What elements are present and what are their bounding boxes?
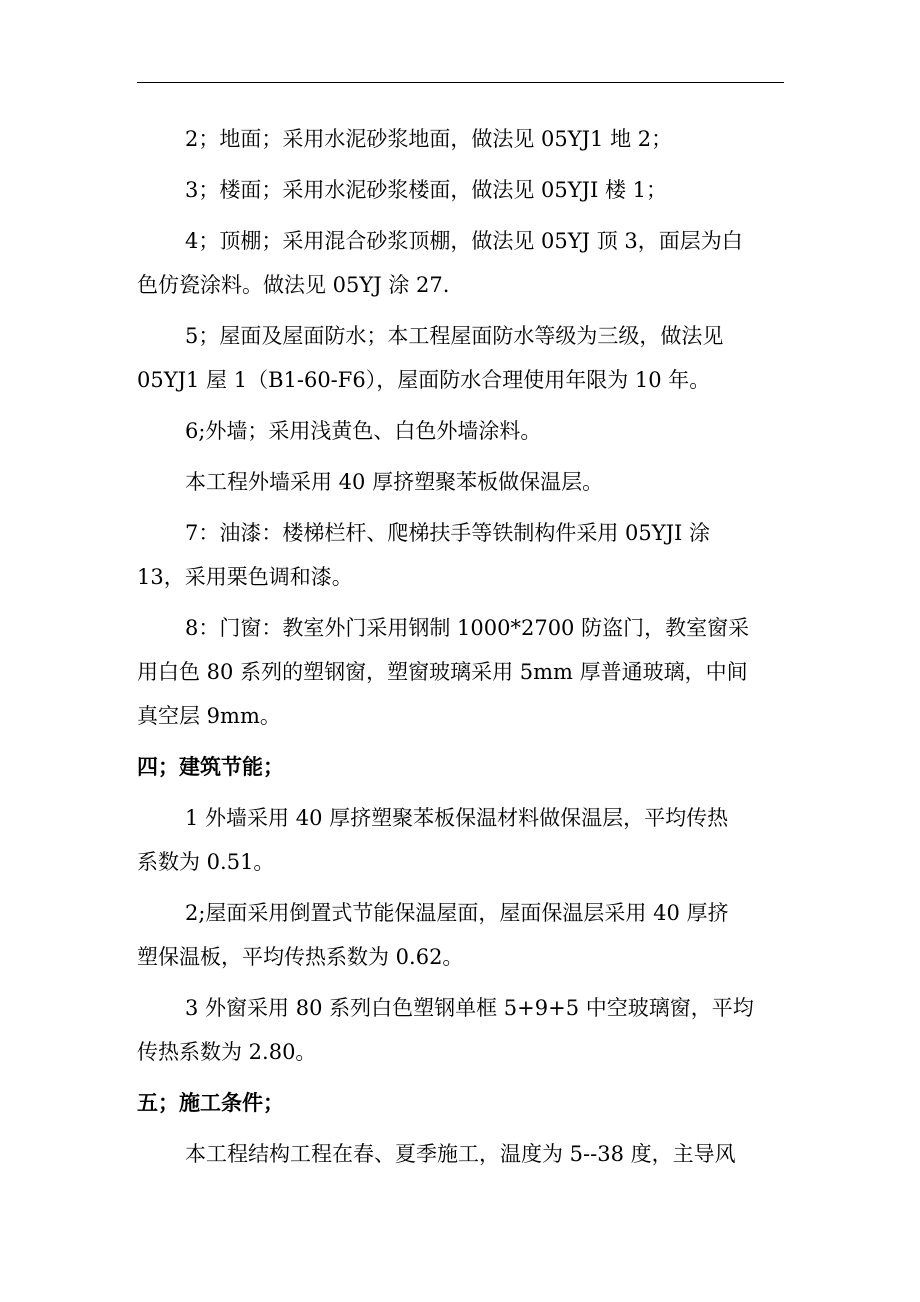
paragraph-doors-windows [137, 606, 784, 738]
text-line: 4；顶棚；采用混合砂浆顶棚，做法见 05YJ 顶 3，面层为白 [185, 229, 743, 253]
text-line: 本工程结构工程在春、夏季施工，温度为 5--38 度，主导风 [185, 1142, 736, 1166]
paragraph-floor [137, 117, 784, 161]
text-line: 6;外墙；采用浅黄色、白色外墙涂料。 [185, 419, 542, 443]
paragraph-roof-waterproofing [137, 314, 784, 402]
text-line: 传热系数为 2.80。 [137, 1040, 317, 1064]
text-line: 1 外墙采用 40 厚挤塑聚苯板保温材料做保温层，平均传热 [185, 806, 729, 830]
document-body [137, 117, 784, 1183]
text-line: 3；楼面；采用水泥砂浆楼面，做法见 05YJI 楼 1； [185, 178, 668, 202]
header-rule [137, 82, 784, 83]
paragraph-construction-season [137, 1132, 784, 1176]
text-line: 系数为 0.51。 [137, 850, 275, 874]
text-line: 2；地面；采用水泥砂浆地面，做法见 05YJ1 地 2； [185, 127, 673, 151]
paragraph-paint [137, 511, 784, 599]
paragraph-exterior-wall [137, 409, 784, 453]
text-line: 色仿瓷涂料。做法见 05YJ 涂 27. [137, 273, 450, 297]
text-line: 塑保温板，平均传热系数为 0.62。 [137, 945, 464, 969]
section-heading-energy-saving: 四；建筑节能； [137, 755, 284, 779]
text-line: 7：油漆：楼梯栏杆、爬梯扶手等铁制构件采用 05YJI 涂 [185, 521, 711, 545]
text-line: 2;屋面采用倒置式节能保温屋面，屋面保温层采用 40 厚挤 [185, 901, 729, 925]
paragraph-ceiling [137, 219, 784, 307]
paragraph-roof-energy [137, 891, 784, 979]
text-line: 8：门窗：教室外门采用钢制 1000*2700 防盗门，教室窗采 [185, 616, 750, 640]
text-line: 3 外窗采用 80 系列白色塑钢单框 5+9+5 中空玻璃窗，平均 [185, 996, 754, 1020]
paragraph-wall-energy [137, 796, 784, 884]
paragraph-window-energy [137, 986, 784, 1074]
text-line: 5；屋面及屋面防水；本工程屋面防水等级为三级，做法见 [185, 324, 724, 348]
paragraph-wall-insulation [137, 460, 784, 504]
text-line: 真空层 9mm。 [137, 704, 281, 728]
paragraph-storey-floor [137, 168, 784, 212]
section-heading-construction-conditions: 五；施工条件； [137, 1091, 284, 1115]
text-line: 13，采用栗色调和漆。 [137, 565, 353, 589]
text-line: 用白色 80 系列的塑钢窗，塑窗玻璃采用 5mm 厚普通玻璃，中间 [137, 660, 748, 684]
text-line: 本工程外墙采用 40 厚挤塑聚苯板做保温层。 [185, 470, 604, 494]
text-line: 05YJ1 屋 1（B1-60-F6），屋面防水合理使用年限为 10 年。 [137, 368, 711, 392]
